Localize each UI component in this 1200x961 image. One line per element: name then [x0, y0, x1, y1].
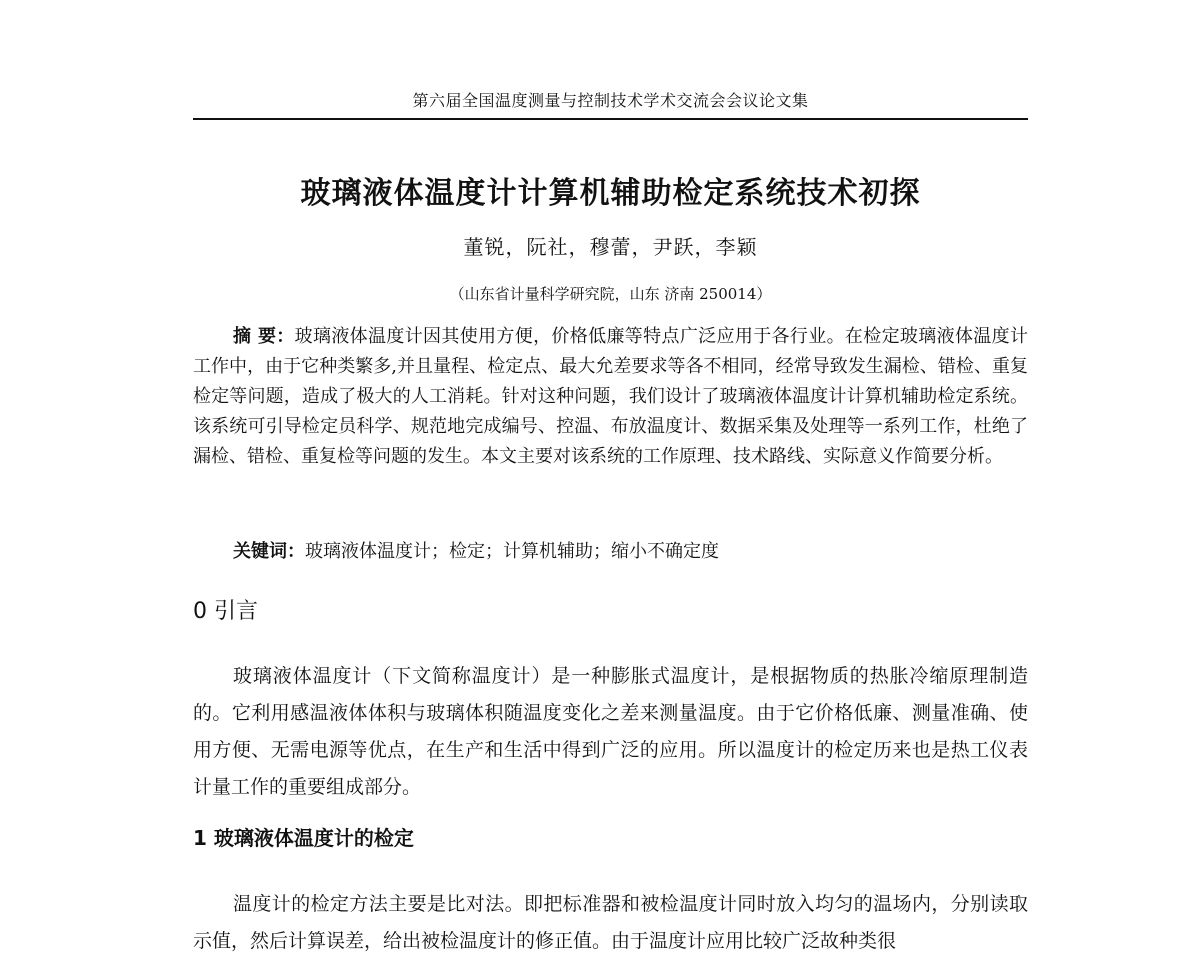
running-header: 第六届全国温度测量与控制技术学术交流会会议论文集 — [412, 91, 809, 110]
author-affiliation: （山东省计量科学研究院，山东 济南 250014） — [449, 285, 772, 303]
keywords-text: 玻璃液体温度计；检定；计算机辅助；缩小不确定度 — [305, 541, 719, 562]
abstract — [193, 322, 1028, 472]
section-heading-calibration: 1 玻璃液体温度计的检定 — [193, 826, 414, 850]
paper-title: 玻璃液体温度计计算机辅助检定系统技术初探 — [300, 176, 921, 211]
abstract-text: 玻璃液体温度计因其使用方便，价格低廉等特点广泛应用于各行业。在检定玻璃液体温度计工作中，由于它种类繁多,并且量程、检定点、最大允差要求等各不相同，经常导致发生漏检、错检、重复检定等问题，造成了极大的人工消耗。针对这种问题，我们设计了玻璃液体温度计计算机辅助检定系统。该系统可引导检定员科学、规范地完成编号、控温、布放温度计、数据采集及处理等一系列工作，杜绝了漏检、错检、重复检等问题的发生。本文主要对该系统的工作原理、技术路线、实际意义作简要分析。 — [193, 326, 1028, 467]
section-paragraph-introduction: 玻璃液体温度计（下文简称温度计）是一种膨胀式温度计，是根据物质的热胀冷缩原理制造的。它利用感温液体体积与玻璃体积随温度变化之差来测量温度。由于它价格低廉、测量准确、使用方便、无需电源等优点，在生产和生活中得到广泛的应用。所以温度计的检定历来也是热工仪表计量工作的重要组成部分。 — [193, 665, 1028, 798]
section-heading-introduction: 0 引言 — [193, 599, 258, 624]
header-rule — [193, 118, 1028, 120]
abstract-label: 摘 要： — [233, 326, 295, 347]
keywords — [233, 537, 1028, 567]
author-list: 董锐，阮社，穆蕾，尹跃，李颖 — [463, 235, 758, 259]
section-paragraph-calibration: 温度计的检定方法主要是比对法。即把标准器和被检温度计同时放入均匀的温场内，分别读取示值，然后计算误差，给出被检温度计的修正值。由于温度计应用比较广泛故种类很 — [193, 893, 1028, 952]
keywords-label: 关键词： — [233, 541, 305, 562]
